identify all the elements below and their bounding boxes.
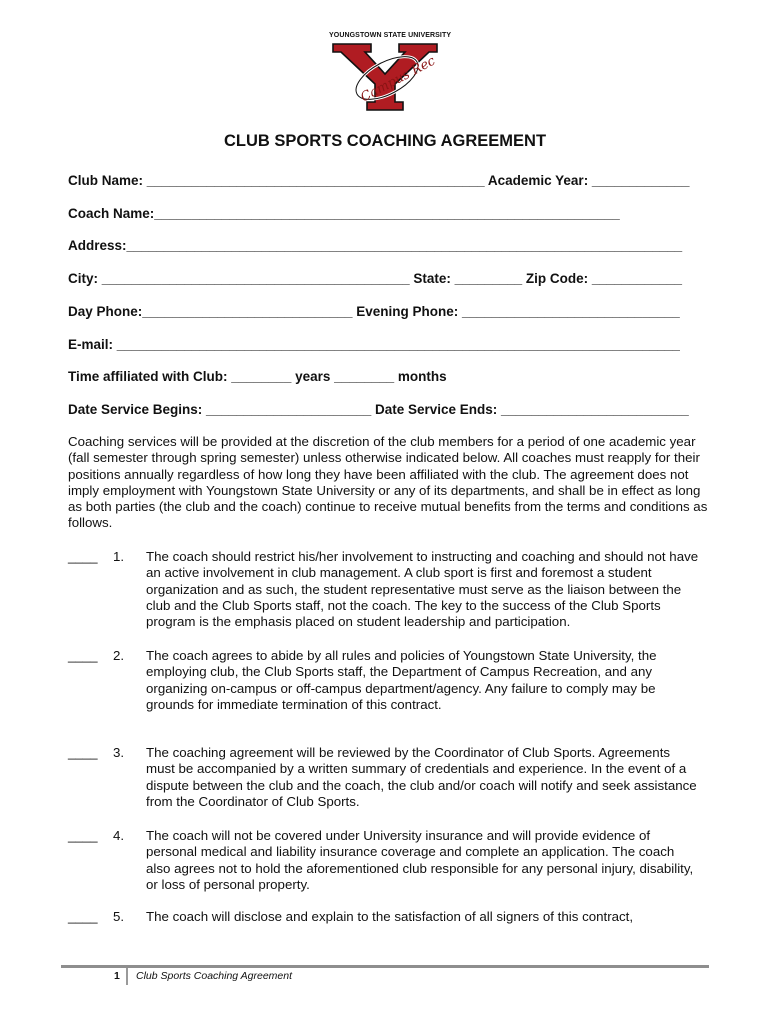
footer-divider <box>61 965 709 968</box>
item-number: 2. <box>113 648 125 663</box>
item-text: The coach should restrict his/her involvement to instructing and coaching and should not have an active involvement in club management. A club sport is first and foremost a student organization and as such, the student representative must serve as the liaison between the club and the Club Sports staff, not the coach. The key to the success of the Club Sports program is the emphasis placed on student leadership and participation. <box>146 549 699 630</box>
university-name: YOUNGSTOWN STATE UNIVERSITY <box>329 32 452 39</box>
city-state-zip-field[interactable]: City: _________________________________________ State: _________ Zip Code: ____________ <box>68 271 682 286</box>
address-field[interactable]: Address:__________________________________________________________________________ <box>68 238 683 253</box>
initial-blank[interactable]: ____ <box>68 745 98 760</box>
initial-blank[interactable]: ____ <box>68 909 98 924</box>
service-dates-field[interactable]: Date Service Begins: ______________________ Date Service Ends: _________________________ <box>68 402 689 417</box>
page-number: 1 <box>114 970 120 982</box>
item-text: The coach will disclose and explain to the satisfaction of all signers of this contract, <box>146 909 634 924</box>
item-number: 5. <box>113 909 125 924</box>
item-text: The coach will not be covered under University insurance and will provide evidence of personal medical and liability insurance coverage and complete an application. The coach also agrees not to hold the aforementioned club responsible for any personal injury, disability, or loss of personal property. <box>146 828 694 892</box>
university-logo <box>329 32 452 114</box>
footer-separator <box>126 968 128 985</box>
initial-blank[interactable]: ____ <box>68 648 98 663</box>
initial-blank[interactable]: ____ <box>68 828 98 843</box>
club-name-field[interactable]: Club Name: _____________________________________________ Academic Year: _____________ <box>68 173 690 188</box>
item-text: The coach agrees to abide by all rules and policies of Youngstown State University, the employing club, the Club Sports staff, the Department of Campus Recreation, and any organizing on-campus or off-campus department/agency. Any failure to comply may be grounds for immediate termination of this contract. <box>146 648 657 712</box>
page-title: CLUB SPORTS COACHING AGREEMENT <box>223 132 547 150</box>
initial-blank[interactable]: ____ <box>68 549 98 564</box>
item-number: 4. <box>113 828 125 843</box>
phone-field[interactable]: Day Phone:____________________________ Evening Phone: _____________________________ <box>68 304 680 319</box>
item-number: 3. <box>113 745 125 760</box>
item-number: 1. <box>113 549 125 564</box>
footer-document-name: Club Sports Coaching Agreement <box>136 970 293 982</box>
coach-name-field[interactable]: Coach Name:______________________________________________________________ <box>68 206 620 221</box>
email-field[interactable]: E-mail: ___________________________________________________________________________ <box>68 337 680 352</box>
time-affiliated-field[interactable]: Time affiliated with Club: ________ years ________ months <box>68 369 447 384</box>
item-text: The coaching agreement will be reviewed by the Coordinator of Club Sports. Agreements must be accompanied by a written summary of credentials and experience. In the event of a dispute between the club and the coach, the club and/or coach will notify and seek assistance from the Coordinator of Club Sports. <box>146 745 697 809</box>
intro-paragraph: Coaching services will be provided at the discretion of the club members for a period of one academic year (fall semester through spring semester) unless otherwise indicated below. All coaches must reapply for their positions annually regardless of how long they have been affiliated with the club. The agreement does not imply employment with Youngstown State University or any of its departments, and shall be in effect as long as both parties (the club and the coach) continue to receive mutual benefits from the terms and conditions as follows. <box>68 434 708 531</box>
campus-rec-script: Campus Rec <box>358 53 439 106</box>
